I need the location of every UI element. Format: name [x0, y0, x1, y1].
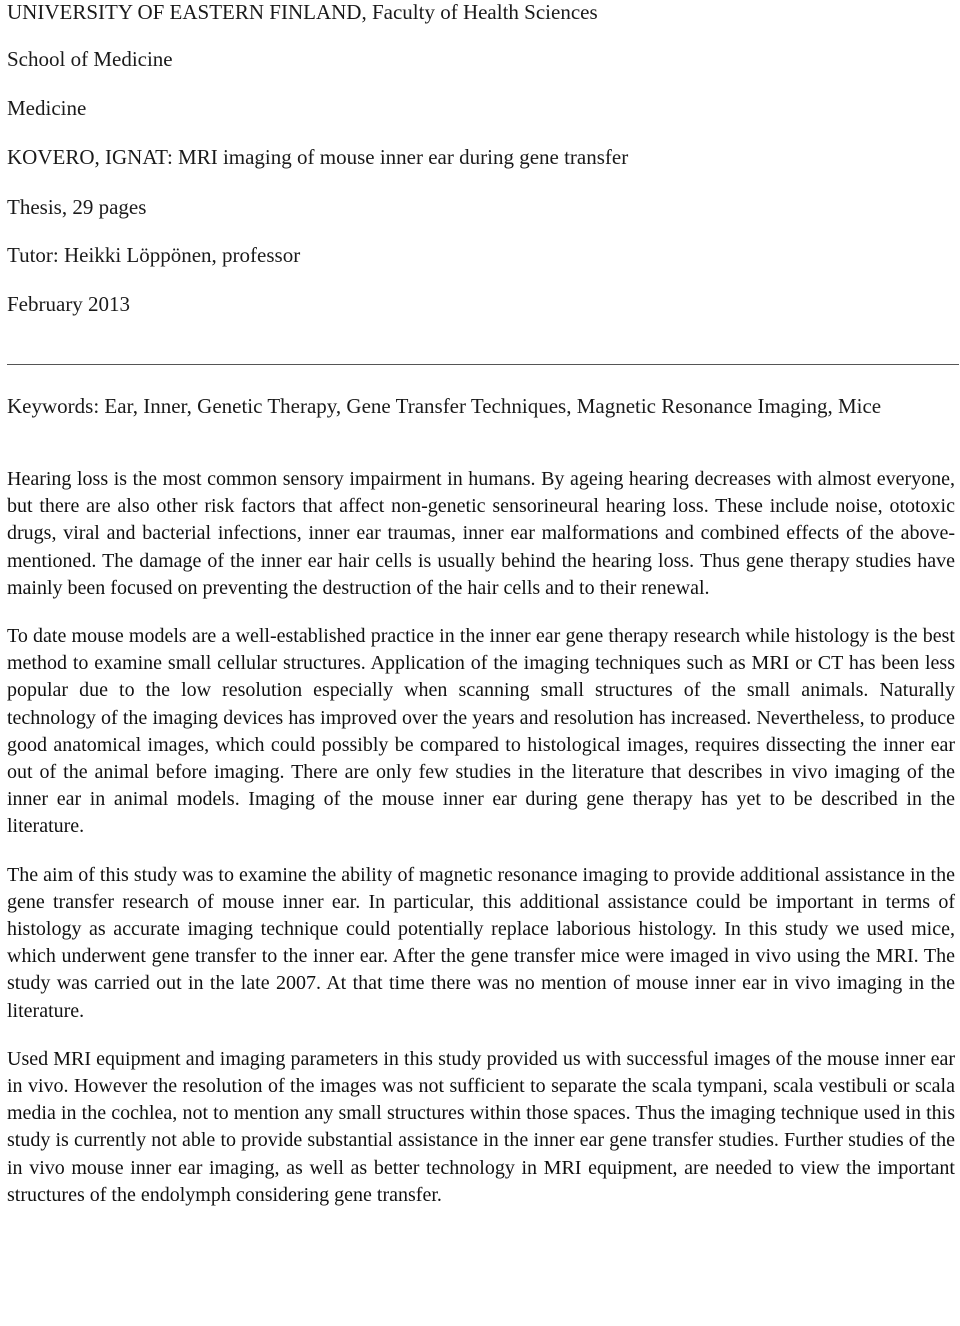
author-title-line: KOVERO, IGNAT: MRI imaging of mouse inner ear during gene transfer	[7, 145, 629, 169]
abstract-paragraph-2: To date mouse models are a well-established practice in the inner ear gene therapy research while histology is the best method to examine small cellular structures. Application of the imaging techniques such as MRI or CT has been less popular due to the low resolution especially when scanning small structures of the small animals. Naturally technology of the imaging devices has improved over the years and resolution has increased. Nevertheless, to produce good anatomical images, which could possibly be compared to histological images, requires dissecting the inner ear out of the animal before imaging. There are only few studies in the literature that describes in vivo imaging of the inner ear in animal models. Imaging of the mouse inner ear during gene therapy has yet to be described in the literature.	[7, 625, 955, 838]
tutor-line: Tutor: Heikki Löppönen, professor	[7, 243, 301, 267]
thesis-pages-line: Thesis, 29 pages	[7, 195, 147, 219]
abstract-paragraph-1: Hearing loss is the most common sensory impairment in humans. By ageing hearing decreases with almost everyone, but there are also other risk factors that affect non-genetic sensorineural hearing loss. These include noise, ototoxic drugs, viral and bacterial infections, inner ear traumas, inner ear malformations and combined effects of the above-mentioned. The damage of the inner ear hair cells is usually behind the hearing loss. Thus gene therapy studies have mainly been focused on preventing the destruction of the hair cells and to their renewal.	[7, 468, 955, 599]
school-line: School of Medicine	[7, 47, 173, 71]
program-line: Medicine	[7, 96, 87, 120]
abstract-paragraph-3: The aim of this study was to examine the ability of magnetic resonance imaging to provide additional assistance in the gene transfer research of mouse inner ear. In particular, this additional assistance could be important in terms of histology as accurate imaging technique could potentially replace laborious histology. In this study we used mice, which underwent gene transfer to the inner ear. After the gene transfer mice were imaged in vivo using the MRI. The study was carried out in the late 2007. At that time there was no mention of mouse inner ear in vivo imaging in the literature.	[7, 863, 955, 1022]
date-line: February 2013	[7, 292, 131, 316]
abstract-body	[7, 466, 955, 1230]
university-line: UNIVERSITY OF EASTERN FINLAND, Faculty of Health Sciences	[7, 0, 598, 24]
abstract-paragraph-4: Used MRI equipment and imaging parameters in this study provided us with successful images of the mouse inner ear in vivo. However the resolution of the images was not sufficient to separate the scala tympani, scala vestibuli or scala media in the cochlea, not to mention any small structures within those spaces. Thus the imaging technique used in this study is currently not able to provide substantial assistance in the inner ear gene transfer studies. Further studies of the in vivo mouse inner ear imaging, as well as better technology in MRI equipment, are needed to view the important structures of the endolymph considering gene transfer.	[7, 1047, 955, 1206]
keywords-line: Keywords: Ear, Inner, Genetic Therapy, Gene Transfer Techniques, Magnetic Resonance Imaging, Mice	[7, 394, 882, 418]
header-divider	[7, 364, 959, 365]
